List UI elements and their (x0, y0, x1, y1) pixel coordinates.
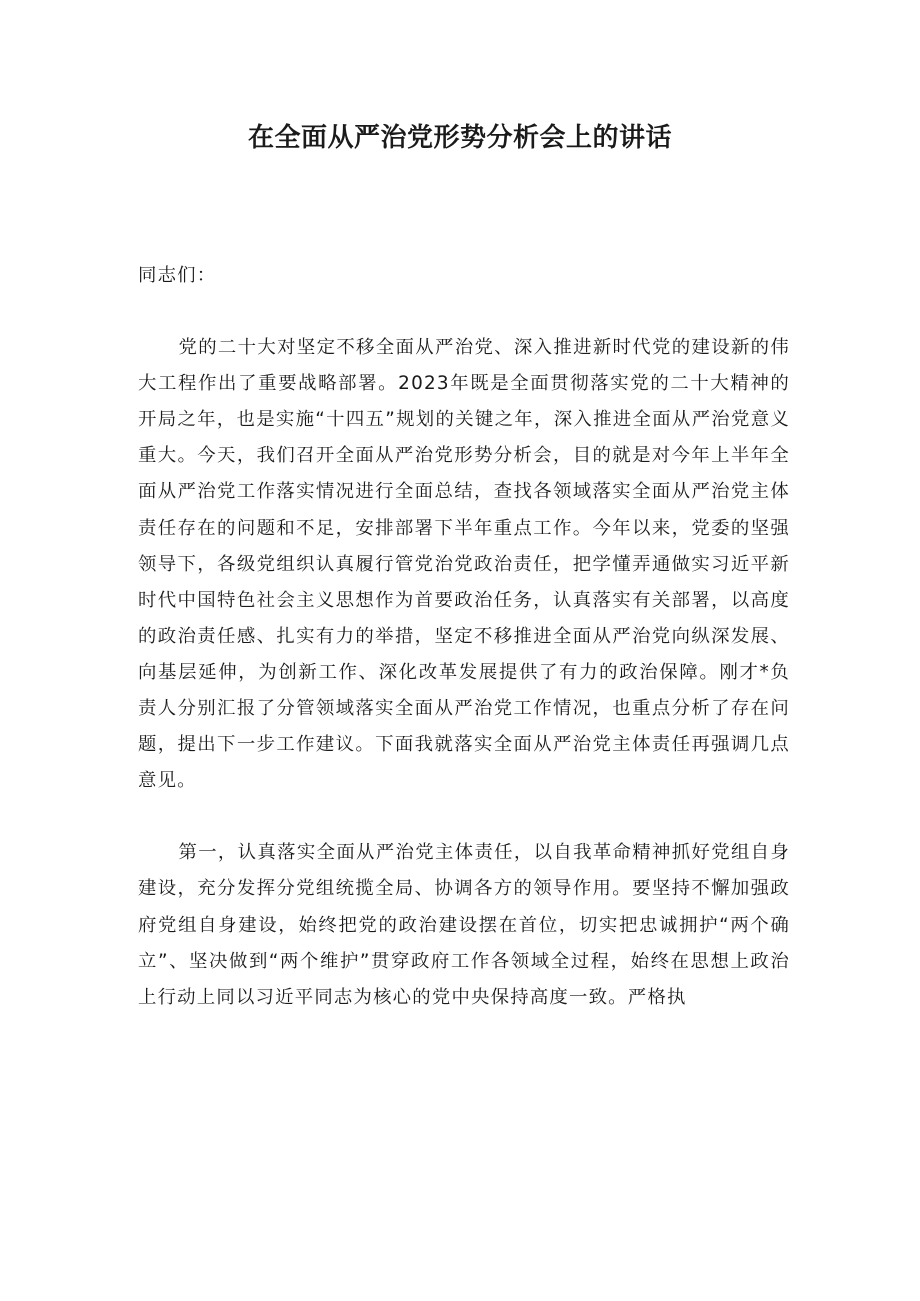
paragraph-2: 第一，认真落实全面从严治党主体责任，以自我革命精神抓好党组自身建设，充分发挥分党组统揽全局、协调各方的领导作用。要坚持不懈加强政府党组自身建设，始终把党的政治建设摆在首位，切实把忠诚拥护“两个确立”、坚决做到“两个维护”贯穿政府工作各领域全过程，始终在思想上政治上行动上同以习近平同志为核心的党中央保持高度一致。严格执 (138, 842, 790, 1008)
document-body (138, 258, 790, 1052)
paragraph-1: 党的二十大对坚定不移全面从严治党、深入推进新时代党的建设新的伟大工程作出了重要战略部署。2023年既是全面贯彻落实党的二十大精神的开局之年，也是实施“十四五”规划的关键之年，深入推进全面从严治党意义重大。今天，我们召开全面从严治党形势分析会，目的就是对今年上半年全面从严治党工作落实情况进行全面总结，查找各领域落实全面从严治党主体责任存在的问题和不足，安排部署下半年重点工作。今年以来，党委的坚强领导下，各级党组织认真履行管党治党政治责任，把学懂弄通做实习近平新时代中国特色社会主义思想作为首要政治任务，认真落实有关部署，以高度的政治责任感、扎实有力的举措，坚定不移推进全面从严治党向纵深发展、向基层延伸，为创新工作、深化改革发展提供了有力的政治保障。刚才*负责人分别汇报了分管领域落实全面从严治党工作情况，也重点分析了存在问题，提出下一步工作建议。下面我就落实全面从严治党主体责任再强调几点意见。 (138, 337, 790, 792)
document-title: 在全面从严治党形势分析会上的讲话 (247, 123, 672, 153)
salutation: 同志们： (138, 265, 217, 286)
